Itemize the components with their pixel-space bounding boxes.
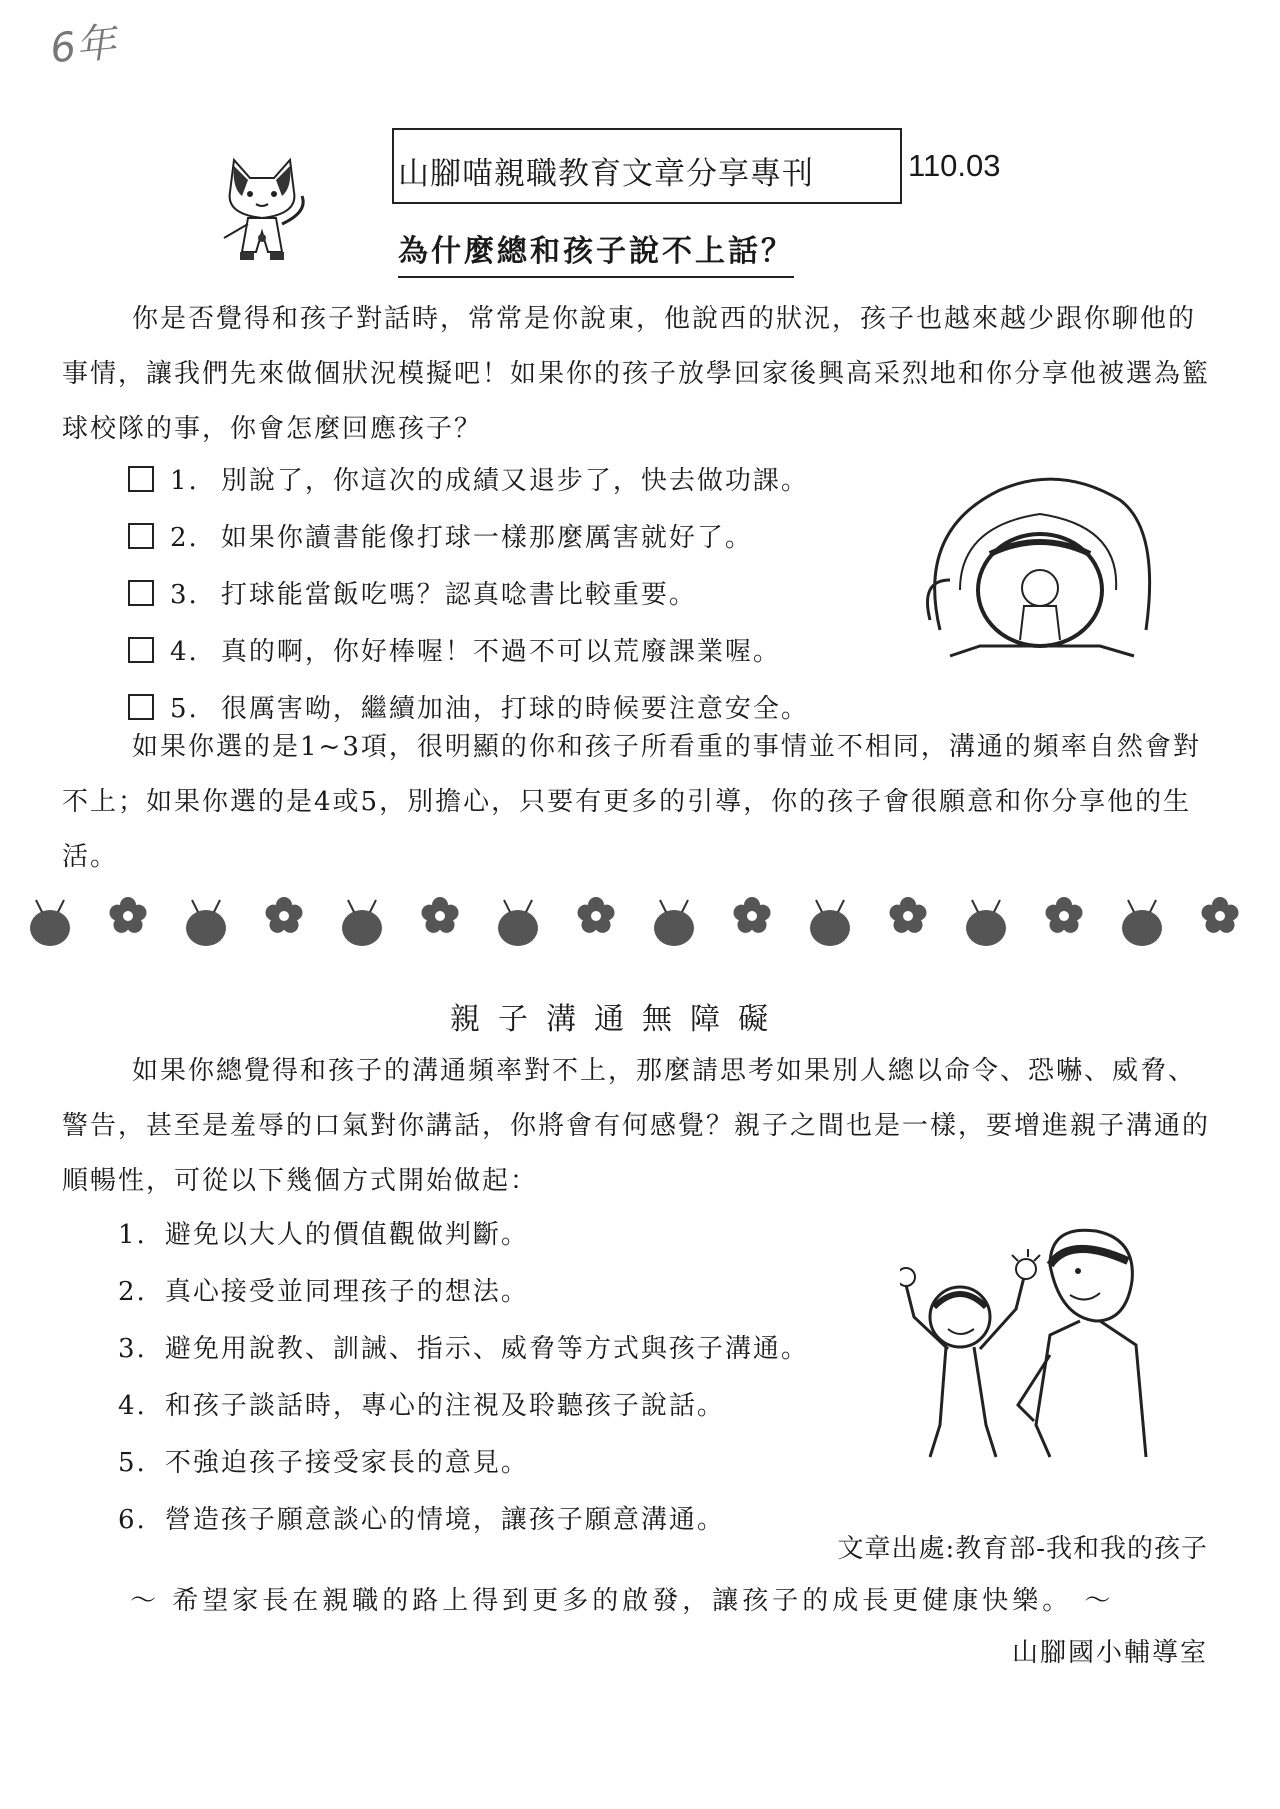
ladybug-icon [810, 900, 850, 946]
office-signature: 山腳國小輔導室 [1011, 1638, 1208, 1668]
ladybug-icon [966, 900, 1006, 946]
list-item: 2. 真心接受並同理孩子的想法。 [118, 1277, 529, 1307]
ladybug-icon [498, 900, 538, 946]
page-title: 山腳喵親職教育文章分享專刊 [398, 156, 814, 192]
checkbox[interactable] [128, 466, 154, 492]
flower-icon [266, 897, 303, 933]
ladybug-icon [1122, 900, 1162, 946]
checkbox[interactable] [128, 580, 154, 606]
list-item: 3. 避免用說教、訓誡、指示、威脅等方式與孩子溝通。 [118, 1334, 809, 1364]
section-title: 親子溝通無障礙 [450, 1002, 786, 1037]
flower-icon [110, 897, 147, 933]
high-five-illustration [900, 1225, 1150, 1460]
ladybug-icon [342, 900, 382, 946]
flower-icon [734, 897, 771, 933]
flower-icon [422, 897, 459, 933]
article-subtitle: 為什麼總和孩子說不上話？ [398, 226, 794, 278]
ladybug-icon [654, 900, 694, 946]
flower-icon [890, 897, 927, 933]
article-source: 文章出處:教育部-我和我的孩子 [837, 1534, 1208, 1564]
option-4[interactable]: 4. 真的啊，你好棒喔！不過不可以荒廢課業喔。 [128, 631, 781, 668]
checkbox[interactable] [128, 637, 154, 663]
decorative-border [22, 888, 1258, 958]
flower-icon [1046, 897, 1083, 933]
flower-icon [578, 897, 615, 933]
handwritten-note: 6年 [48, 19, 119, 73]
list-item: 4. 和孩子談話時，專心的注視及聆聽孩子說話。 [118, 1391, 725, 1421]
ladybug-icon [186, 900, 226, 946]
intro-paragraph: 你是否覺得和孩子對話時，常常是你說東，他說西的狀況，孩子也越來越少跟你聊他的事情，讓我們先來做個狀況模擬吧！如果你的孩子放學回家後興高采烈地和你分享他被選為籃球校隊的事，你會怎麼回應孩子？ [62, 304, 1211, 444]
shouting-parent-illustration [920, 470, 1160, 660]
option-1[interactable]: 1. 別說了，你這次的成績又退步了，快去做功課。 [128, 460, 809, 497]
issue-date: 110.03 [908, 148, 1001, 183]
checkbox[interactable] [128, 694, 154, 720]
list-item: 6. 營造孩子願意談心的情境，讓孩子願意溝通。 [118, 1505, 725, 1535]
option-5[interactable]: 5. 很厲害呦，繼續加油，打球的時候要注意安全。 [128, 688, 809, 725]
option-3[interactable]: 3. 打球能當飯吃嗎？認真唸書比較重要。 [128, 574, 697, 611]
flower-icon [1202, 897, 1239, 933]
list-item: 5. 不強迫孩子接受家長的意見。 [118, 1448, 529, 1478]
checkbox[interactable] [128, 523, 154, 549]
list-item: 1. 避免以大人的價值觀做判斷。 [118, 1220, 529, 1250]
cat-mascot-icon [212, 152, 312, 272]
conclusion-paragraph: 如果你選的是1~3項，很明顯的你和孩子所看重的事情並不相同，溝通的頻率自然會對不上；如果你選的是4或5，別擔心，只要有更多的引導，你的孩子會很願意和你分享他的生活。 [62, 732, 1201, 872]
ladybug-icon [30, 900, 70, 946]
closing-wish: ～ 希望家長在親職的路上得到更多的啟發，讓孩子的成長更健康快樂。 ～ [130, 1586, 1115, 1616]
option-2[interactable]: 2. 如果你讀書能像打球一樣那麼厲害就好了。 [128, 517, 753, 554]
section-paragraph: 如果你總覺得和孩子的溝通頻率對不上，那麼請思考如果別人總以命令、恐嚇、威脅、警告，甚至是羞辱的口氣對你講話，你將會有何感覺？親子之間也是一樣，要增進親子溝通的順暢性，可從以下幾個方式開始做起： [62, 1056, 1211, 1196]
